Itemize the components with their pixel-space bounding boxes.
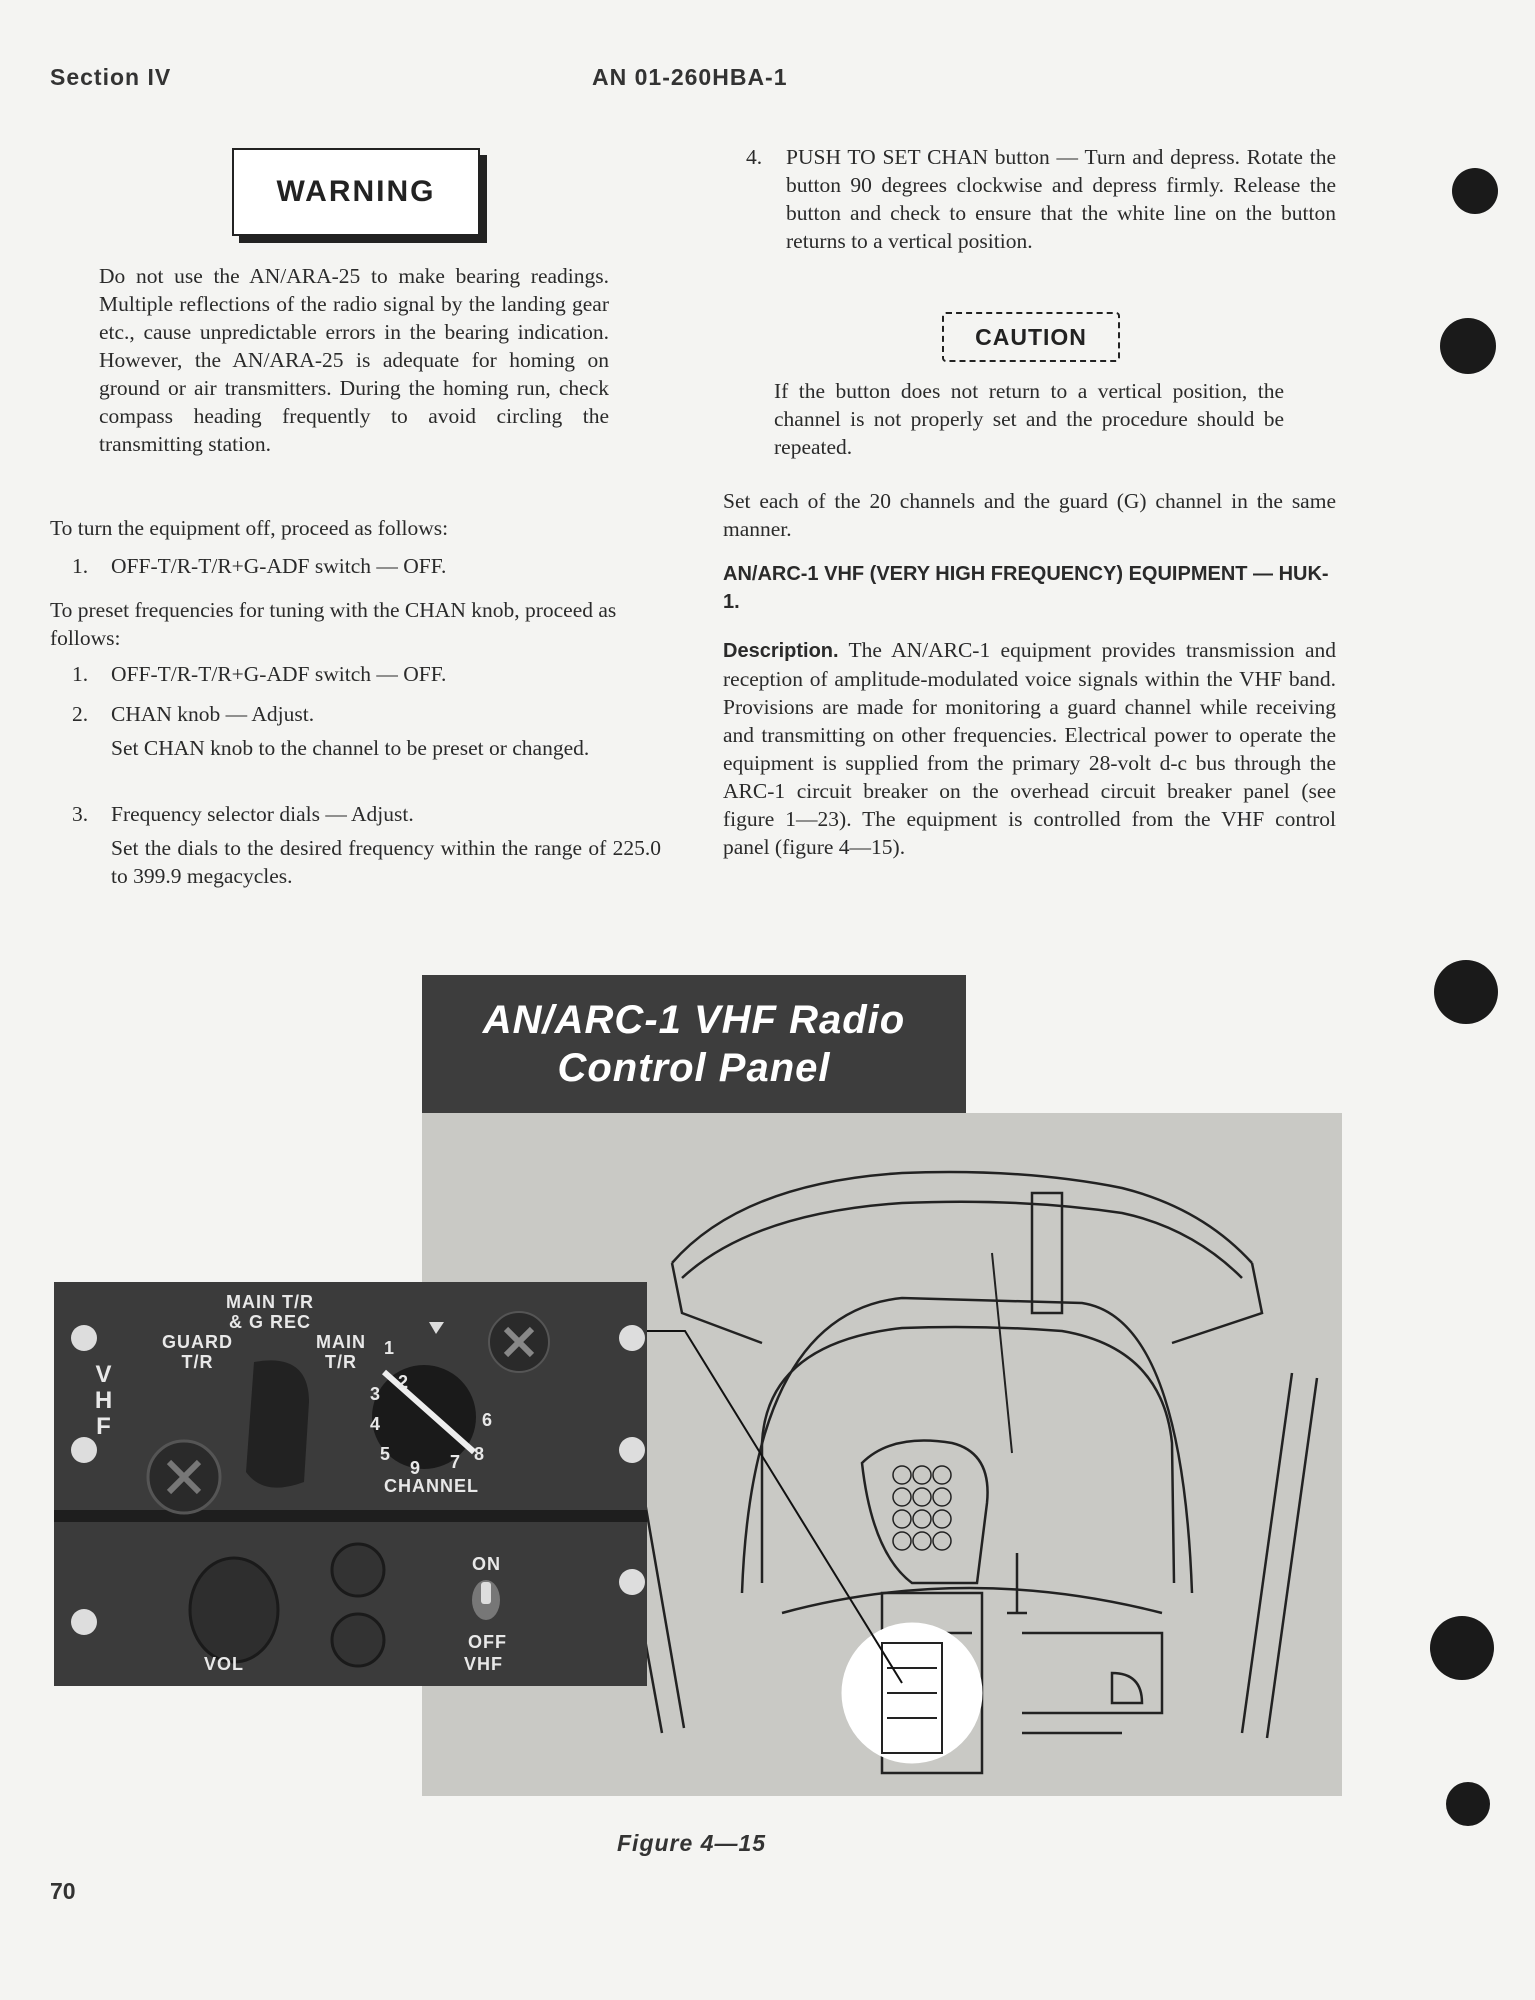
main-tr-label: MAIN T/R (316, 1332, 366, 1372)
figure-title-line2: Control Panel (557, 1046, 831, 1090)
binder-hole (1430, 1616, 1494, 1680)
channel-label: CHANNEL (384, 1476, 479, 1496)
set-each-text: Set each of the 20 channels and the guard (G) channel in the same manner. (723, 489, 1336, 541)
arc1-heading: AN/ARC-1 VHF (VERY HIGH FREQUENCY) EQUIPMENT — HUK-1. (723, 563, 1329, 613)
preset-step-num: 4. (746, 145, 763, 169)
turn-off-step-num: 1. (72, 554, 89, 578)
channel-number: 6 (482, 1410, 494, 1430)
preset-step-detail: Set the dials to the desired frequency within the range of 225.0 to 399.9 megacycles. (111, 836, 661, 888)
caution-box: CAUTION (942, 312, 1120, 362)
channel-number: 5 (380, 1444, 392, 1464)
preset-step-num: 2. (72, 702, 89, 726)
figure-caption: Figure 4—15 (617, 1830, 767, 1856)
channel-number: 8 (474, 1444, 486, 1464)
preset-step-text: OFF-T/R-T/R+G-ADF switch — OFF. (111, 662, 447, 686)
binder-hole (1440, 318, 1496, 374)
main-tr-g-rec-label: MAIN T/R & G REC (226, 1292, 314, 1332)
binder-hole (1452, 168, 1498, 214)
channel-number: 4 (370, 1414, 382, 1434)
figure-title (422, 975, 966, 1113)
on-label: ON (472, 1554, 501, 1574)
description-label: Description. (723, 640, 839, 662)
preset-step-text: Frequency selector dials — Adjust. (111, 802, 414, 826)
preset-step-text: PUSH TO SET CHAN button — Turn and depress. Rotate the button 90 degrees clockwise and depress firmly. Release the button and check to ensure that the white line on the button returns to a vertical position. (786, 145, 1336, 253)
channel-number: 3 (370, 1384, 382, 1404)
channel-number: 7 (450, 1452, 462, 1472)
caution-text: If the button does not return to a vertical position, the channel is not properly set and the procedure should be repeated. (774, 379, 1284, 459)
figure-title-line1: AN/ARC-1 VHF Radio (482, 998, 906, 1042)
binder-hole (1434, 960, 1498, 1024)
document-number: AN 01-260HBA-1 (592, 64, 788, 90)
vhf-control-panel (54, 1282, 647, 1686)
page-number: 70 (50, 1878, 76, 1904)
channel-number: 2 (398, 1372, 410, 1392)
turn-off-step-text: OFF-T/R-T/R+G-ADF switch — OFF. (111, 554, 447, 578)
section-label: Section IV (50, 64, 172, 90)
channel-number: 1 (384, 1338, 396, 1358)
preset-step-num: 1. (72, 662, 89, 686)
preset-step-num: 3. (72, 802, 89, 826)
binder-hole (1446, 1782, 1490, 1826)
warning-box: WARNING (232, 148, 480, 236)
preset-step-detail: Set CHAN knob to the channel to be preset or changed. (111, 736, 590, 760)
vhf-side-label: VHF (94, 1361, 114, 1440)
channel-number: 9 (410, 1458, 422, 1478)
vhf-switch-label: VHF (464, 1654, 503, 1674)
off-label: OFF (468, 1632, 507, 1652)
warning-text: Do not use the AN/ARA-25 to make bearing readings. Multiple reflections of the radio signal by the landing gear etc., cause unpredictable errors in the bearing indication. However, the AN/ARA-25 is adequate for homing on ground or air transmitters. During the homing run, check compass heading frequently to avoid circling the transmitting station. (99, 264, 609, 456)
arc1-description (723, 636, 1336, 861)
preset-intro: To preset frequencies for tuning with the CHAN knob, proceed as follows: (50, 598, 617, 650)
preset-step-text: CHAN knob — Adjust. (111, 702, 315, 726)
vol-label: VOL (204, 1654, 245, 1674)
turn-off-intro: To turn the equipment off, proceed as follows: (50, 516, 449, 540)
description-text: The AN/ARC-1 equipment provides transmission and reception of amplitude-modulated voice signals within the VHF band. Provisions are made for monitoring a guard channel while receiving and transmitting on other frequencies. Electrical power to operate the equipment is supplied from the primary 28-volt d-c bus through the ARC-1 circuit breaker on the overhead circuit breaker panel (see figure 1—23). The equipment is controlled from the VHF control panel (figure 4—15). (723, 638, 1336, 859)
guard-tr-label: GUARD T/R (162, 1332, 233, 1372)
